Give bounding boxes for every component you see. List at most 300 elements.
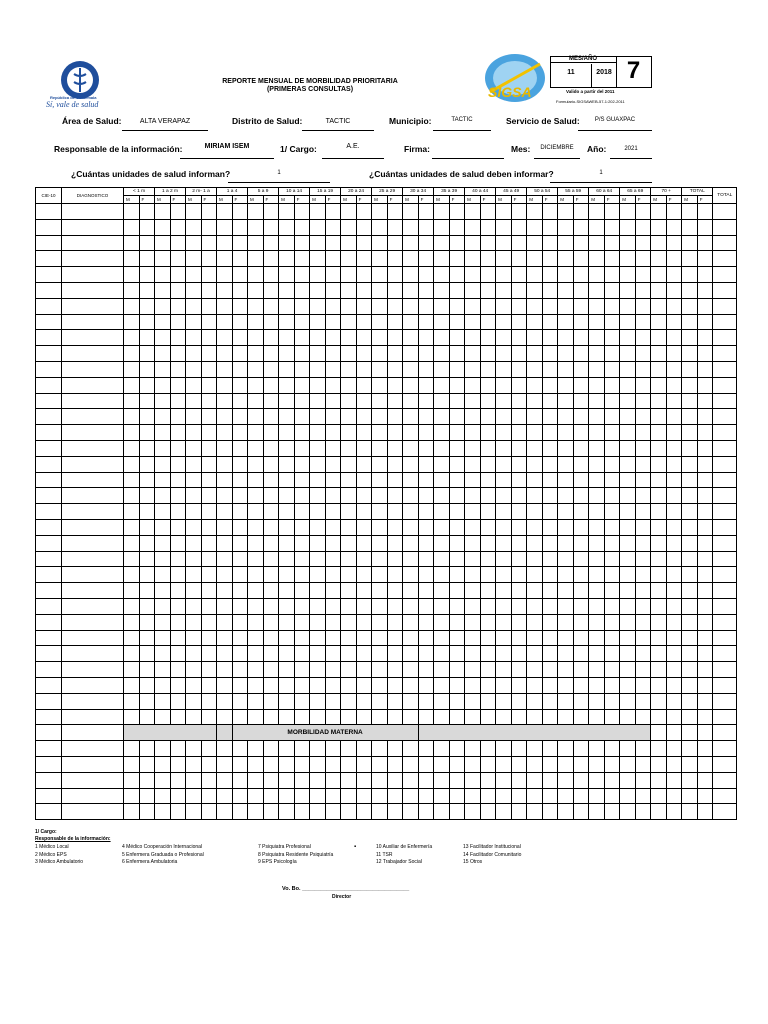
table-cell[interactable] [201, 219, 217, 235]
table-cell[interactable] [403, 709, 419, 725]
table-cell[interactable] [465, 393, 481, 409]
table-cell[interactable] [620, 472, 636, 488]
table-cell[interactable] [325, 204, 341, 220]
table-cell[interactable] [589, 298, 605, 314]
table-cell[interactable] [465, 709, 481, 725]
table-cell[interactable] [356, 361, 372, 377]
table-cell[interactable] [263, 583, 279, 599]
table-cell[interactable] [356, 709, 372, 725]
table-cell[interactable] [201, 298, 217, 314]
table-cell[interactable] [310, 204, 326, 220]
table-cell[interactable] [418, 630, 434, 646]
table-cell[interactable] [635, 535, 651, 551]
table-cell[interactable] [139, 519, 155, 535]
table-cell[interactable] [310, 346, 326, 362]
table-cell[interactable] [604, 346, 620, 362]
table-cell[interactable] [449, 598, 465, 614]
table-cell[interactable] [542, 693, 558, 709]
table-cell[interactable] [139, 472, 155, 488]
table-cell[interactable] [62, 298, 124, 314]
table-cell[interactable] [62, 314, 124, 330]
table-cell[interactable] [604, 204, 620, 220]
table-cell[interactable] [620, 583, 636, 599]
table-cell[interactable] [635, 346, 651, 362]
table-cell[interactable] [434, 346, 450, 362]
table-cell[interactable] [620, 330, 636, 346]
table-cell[interactable] [155, 662, 171, 678]
table-cell[interactable] [325, 361, 341, 377]
table-cell[interactable] [217, 440, 233, 456]
table-cell[interactable] [558, 346, 574, 362]
table-cell[interactable] [201, 361, 217, 377]
table-cell[interactable] [682, 567, 698, 583]
table-cell[interactable] [573, 267, 589, 283]
table-cell[interactable] [155, 204, 171, 220]
table-cell[interactable] [496, 551, 512, 567]
table-cell[interactable] [217, 772, 233, 788]
table-cell[interactable] [496, 709, 512, 725]
table-cell[interactable] [589, 693, 605, 709]
table-cell[interactable] [480, 472, 496, 488]
table-cell[interactable] [201, 282, 217, 298]
table-cell[interactable] [279, 662, 295, 678]
table-cell[interactable] [310, 677, 326, 693]
table-cell[interactable] [294, 567, 310, 583]
table-cell[interactable] [372, 282, 388, 298]
table-cell[interactable] [604, 788, 620, 804]
table-cell[interactable] [403, 535, 419, 551]
table-cell[interactable] [682, 535, 698, 551]
table-cell[interactable] [682, 677, 698, 693]
table-cell[interactable] [356, 377, 372, 393]
table-cell[interactable] [372, 598, 388, 614]
table-cell[interactable] [217, 251, 233, 267]
table-cell[interactable] [232, 788, 248, 804]
table-cell[interactable] [558, 788, 574, 804]
table-cell[interactable] [310, 772, 326, 788]
table-cell[interactable] [279, 772, 295, 788]
table-cell[interactable] [651, 298, 667, 314]
table-cell[interactable] [403, 598, 419, 614]
table-cell[interactable] [496, 567, 512, 583]
table-cell[interactable] [155, 535, 171, 551]
table-cell[interactable] [139, 456, 155, 472]
table-cell[interactable] [217, 425, 233, 441]
table-cell[interactable] [279, 757, 295, 773]
table-cell[interactable] [635, 519, 651, 535]
table-cell[interactable] [372, 330, 388, 346]
table-cell[interactable] [635, 440, 651, 456]
table-cell[interactable] [325, 282, 341, 298]
table-cell[interactable] [356, 583, 372, 599]
table-cell[interactable] [542, 757, 558, 773]
table-cell[interactable] [511, 646, 527, 662]
table-cell[interactable] [372, 693, 388, 709]
table-cell[interactable] [651, 741, 667, 757]
table-cell[interactable] [36, 235, 62, 251]
table-cell[interactable] [620, 662, 636, 678]
table-cell[interactable] [558, 630, 574, 646]
table-cell[interactable] [713, 551, 737, 567]
table-cell[interactable] [62, 772, 124, 788]
table-cell[interactable] [635, 361, 651, 377]
table-cell[interactable] [186, 677, 202, 693]
table-cell[interactable] [217, 409, 233, 425]
table-cell[interactable] [651, 219, 667, 235]
table-cell[interactable] [449, 377, 465, 393]
table-cell[interactable] [341, 677, 357, 693]
table-cell[interactable] [418, 393, 434, 409]
table-cell[interactable] [480, 646, 496, 662]
table-cell[interactable] [620, 757, 636, 773]
table-cell[interactable] [558, 361, 574, 377]
table-cell[interactable] [713, 567, 737, 583]
table-cell[interactable] [496, 693, 512, 709]
table-cell[interactable] [341, 630, 357, 646]
informan-value[interactable]: 1 [277, 170, 281, 176]
table-cell[interactable] [589, 377, 605, 393]
table-cell[interactable] [666, 488, 682, 504]
table-cell[interactable] [201, 598, 217, 614]
table-cell[interactable] [527, 630, 543, 646]
table-cell[interactable] [418, 535, 434, 551]
table-cell[interactable] [387, 346, 403, 362]
table-cell[interactable] [263, 251, 279, 267]
table-cell[interactable] [310, 535, 326, 551]
table-cell[interactable] [403, 219, 419, 235]
table-cell[interactable] [356, 298, 372, 314]
table-cell[interactable] [589, 204, 605, 220]
table-cell[interactable] [341, 598, 357, 614]
table-cell[interactable] [527, 251, 543, 267]
table-cell[interactable] [217, 693, 233, 709]
table-cell[interactable] [387, 741, 403, 757]
table-cell[interactable] [325, 551, 341, 567]
table-cell[interactable] [480, 456, 496, 472]
table-cell[interactable] [713, 440, 737, 456]
table-cell[interactable] [310, 251, 326, 267]
table-cell[interactable] [465, 677, 481, 693]
table-cell[interactable] [465, 646, 481, 662]
table-cell[interactable] [232, 504, 248, 520]
table-cell[interactable] [62, 646, 124, 662]
table-cell[interactable] [186, 219, 202, 235]
table-cell[interactable] [558, 409, 574, 425]
table-cell[interactable] [139, 204, 155, 220]
table-cell[interactable] [325, 614, 341, 630]
table-cell[interactable] [511, 504, 527, 520]
table-cell[interactable] [341, 693, 357, 709]
table-cell[interactable] [635, 677, 651, 693]
table-cell[interactable] [155, 472, 171, 488]
table-cell[interactable] [248, 614, 264, 630]
table-cell[interactable] [62, 630, 124, 646]
table-cell[interactable] [449, 709, 465, 725]
table-cell[interactable] [325, 646, 341, 662]
table-cell[interactable] [124, 235, 140, 251]
table-cell[interactable] [651, 425, 667, 441]
table-cell[interactable] [666, 346, 682, 362]
table-cell[interactable] [434, 788, 450, 804]
table-cell[interactable] [511, 267, 527, 283]
table-cell[interactable] [124, 535, 140, 551]
table-cell[interactable] [372, 456, 388, 472]
table-cell[interactable] [310, 788, 326, 804]
table-cell[interactable] [682, 361, 698, 377]
mes-value[interactable]: DICIEMBRE [540, 145, 574, 151]
table-cell[interactable] [310, 409, 326, 425]
table-cell[interactable] [248, 630, 264, 646]
table-cell[interactable] [635, 583, 651, 599]
table-cell[interactable] [232, 346, 248, 362]
table-cell[interactable] [620, 598, 636, 614]
table-cell[interactable] [294, 361, 310, 377]
table-cell[interactable] [372, 757, 388, 773]
table-cell[interactable] [341, 314, 357, 330]
table-cell[interactable] [201, 425, 217, 441]
table-cell[interactable] [248, 488, 264, 504]
table-cell[interactable] [139, 440, 155, 456]
table-cell[interactable] [36, 677, 62, 693]
table-cell[interactable] [186, 598, 202, 614]
table-cell[interactable] [36, 567, 62, 583]
table-cell[interactable] [263, 741, 279, 757]
table-cell[interactable] [139, 282, 155, 298]
table-cell[interactable] [170, 693, 186, 709]
table-cell[interactable] [620, 219, 636, 235]
table-cell[interactable] [465, 804, 481, 820]
table-cell[interactable] [356, 440, 372, 456]
table-cell[interactable] [449, 267, 465, 283]
table-cell[interactable] [201, 788, 217, 804]
table-cell[interactable] [682, 504, 698, 520]
table-cell[interactable] [248, 361, 264, 377]
table-cell[interactable] [449, 583, 465, 599]
table-cell[interactable] [217, 235, 233, 251]
table-cell[interactable] [294, 519, 310, 535]
table-cell[interactable] [139, 314, 155, 330]
table-cell[interactable] [36, 282, 62, 298]
table-cell[interactable] [496, 788, 512, 804]
table-cell[interactable] [697, 409, 713, 425]
table-cell[interactable] [124, 614, 140, 630]
table-cell[interactable] [434, 804, 450, 820]
table-cell[interactable] [139, 709, 155, 725]
table-cell[interactable] [186, 346, 202, 362]
table-cell[interactable] [263, 204, 279, 220]
table-cell[interactable] [186, 393, 202, 409]
table-cell[interactable] [465, 298, 481, 314]
table-cell[interactable] [263, 614, 279, 630]
table-cell[interactable] [232, 235, 248, 251]
table-cell[interactable] [155, 551, 171, 567]
table-cell[interactable] [434, 488, 450, 504]
table-cell[interactable] [170, 425, 186, 441]
table-cell[interactable] [697, 298, 713, 314]
table-cell[interactable] [124, 741, 140, 757]
table-cell[interactable] [124, 598, 140, 614]
table-cell[interactable] [542, 251, 558, 267]
table-cell[interactable] [697, 282, 713, 298]
table-cell[interactable] [201, 267, 217, 283]
table-cell[interactable] [527, 425, 543, 441]
table-cell[interactable] [279, 298, 295, 314]
table-cell[interactable] [418, 488, 434, 504]
table-cell[interactable] [139, 804, 155, 820]
table-cell[interactable] [682, 204, 698, 220]
table-cell[interactable] [666, 709, 682, 725]
table-cell[interactable] [201, 504, 217, 520]
table-cell[interactable] [713, 804, 737, 820]
table-cell[interactable] [217, 504, 233, 520]
table-cell[interactable] [325, 535, 341, 551]
table-cell[interactable] [434, 409, 450, 425]
table-cell[interactable] [558, 677, 574, 693]
table-cell[interactable] [124, 204, 140, 220]
table-cell[interactable] [217, 677, 233, 693]
table-cell[interactable] [449, 519, 465, 535]
table-cell[interactable] [372, 741, 388, 757]
table-cell[interactable] [418, 251, 434, 267]
table-cell[interactable] [620, 504, 636, 520]
table-cell[interactable] [201, 488, 217, 504]
table-cell[interactable] [666, 598, 682, 614]
table-cell[interactable] [36, 598, 62, 614]
table-cell[interactable] [542, 504, 558, 520]
table-cell[interactable] [651, 551, 667, 567]
table-cell[interactable] [666, 282, 682, 298]
table-cell[interactable] [666, 409, 682, 425]
table-cell[interactable] [542, 788, 558, 804]
table-cell[interactable] [155, 440, 171, 456]
table-cell[interactable] [310, 504, 326, 520]
table-cell[interactable] [279, 235, 295, 251]
table-cell[interactable] [62, 693, 124, 709]
table-cell[interactable] [36, 583, 62, 599]
table-cell[interactable] [635, 567, 651, 583]
table-cell[interactable] [248, 741, 264, 757]
table-cell[interactable] [651, 440, 667, 456]
table-cell[interactable] [511, 551, 527, 567]
table-cell[interactable] [232, 409, 248, 425]
table-cell[interactable] [62, 598, 124, 614]
table-cell[interactable] [651, 693, 667, 709]
table-cell[interactable] [635, 282, 651, 298]
table-cell[interactable] [511, 772, 527, 788]
table-cell[interactable] [465, 330, 481, 346]
table-cell[interactable] [682, 583, 698, 599]
table-cell[interactable] [170, 504, 186, 520]
table-cell[interactable] [36, 535, 62, 551]
table-cell[interactable] [372, 677, 388, 693]
table-cell[interactable] [155, 709, 171, 725]
table-cell[interactable] [341, 646, 357, 662]
table-cell[interactable] [279, 504, 295, 520]
table-cell[interactable] [263, 456, 279, 472]
table-cell[interactable] [263, 377, 279, 393]
table-cell[interactable] [36, 361, 62, 377]
table-cell[interactable] [155, 519, 171, 535]
table-cell[interactable] [62, 788, 124, 804]
table-cell[interactable] [170, 267, 186, 283]
table-cell[interactable] [186, 804, 202, 820]
table-cell[interactable] [558, 267, 574, 283]
table-cell[interactable] [620, 409, 636, 425]
table-cell[interactable] [434, 298, 450, 314]
table-cell[interactable] [263, 646, 279, 662]
table-cell[interactable] [279, 677, 295, 693]
table-cell[interactable] [372, 425, 388, 441]
table-cell[interactable] [36, 472, 62, 488]
table-cell[interactable] [294, 314, 310, 330]
table-cell[interactable] [480, 393, 496, 409]
table-cell[interactable] [651, 330, 667, 346]
table-cell[interactable] [201, 440, 217, 456]
table-cell[interactable] [372, 504, 388, 520]
table-cell[interactable] [666, 504, 682, 520]
table-cell[interactable] [418, 330, 434, 346]
table-cell[interactable] [480, 377, 496, 393]
table-cell[interactable] [589, 551, 605, 567]
table-cell[interactable] [527, 551, 543, 567]
table-cell[interactable] [542, 519, 558, 535]
table-cell[interactable] [620, 346, 636, 362]
table-cell[interactable] [155, 693, 171, 709]
table-cell[interactable] [682, 772, 698, 788]
table-cell[interactable] [403, 804, 419, 820]
table-cell[interactable] [480, 282, 496, 298]
table-cell[interactable] [248, 472, 264, 488]
table-cell[interactable] [325, 662, 341, 678]
table-cell[interactable] [573, 314, 589, 330]
table-cell[interactable] [279, 346, 295, 362]
table-cell[interactable] [36, 551, 62, 567]
table-cell[interactable] [697, 567, 713, 583]
table-cell[interactable] [36, 456, 62, 472]
table-cell[interactable] [418, 504, 434, 520]
table-cell[interactable] [139, 662, 155, 678]
table-cell[interactable] [697, 662, 713, 678]
table-cell[interactable] [36, 314, 62, 330]
table-cell[interactable] [294, 298, 310, 314]
table-cell[interactable] [620, 267, 636, 283]
table-cell[interactable] [36, 409, 62, 425]
table-cell[interactable] [170, 519, 186, 535]
table-cell[interactable] [279, 583, 295, 599]
table-cell[interactable] [620, 393, 636, 409]
table-cell[interactable] [697, 440, 713, 456]
table-cell[interactable] [139, 693, 155, 709]
table-cell[interactable] [620, 425, 636, 441]
table-cell[interactable] [635, 757, 651, 773]
table-cell[interactable] [496, 440, 512, 456]
table-cell[interactable] [496, 662, 512, 678]
table-cell[interactable] [356, 235, 372, 251]
table-cell[interactable] [403, 788, 419, 804]
table-cell[interactable] [635, 662, 651, 678]
table-cell[interactable] [527, 267, 543, 283]
table-cell[interactable] [372, 567, 388, 583]
table-cell[interactable] [325, 393, 341, 409]
table-cell[interactable] [465, 519, 481, 535]
table-cell[interactable] [248, 598, 264, 614]
table-cell[interactable] [248, 204, 264, 220]
table-cell[interactable] [496, 219, 512, 235]
table-cell[interactable] [201, 709, 217, 725]
table-cell[interactable] [403, 425, 419, 441]
table-cell[interactable] [666, 725, 682, 741]
table-cell[interactable] [697, 472, 713, 488]
